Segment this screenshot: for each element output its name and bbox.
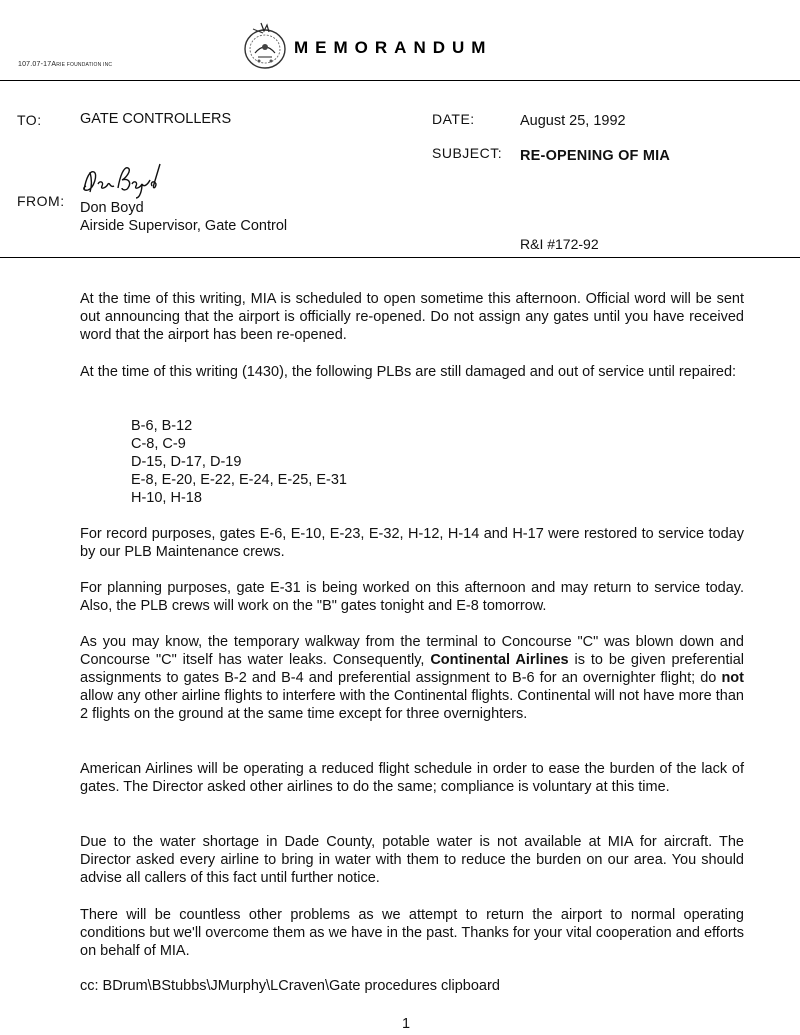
memo-title: MEMORANDUM (294, 38, 493, 57)
paragraph-record (80, 525, 744, 561)
date-label: DATE: (432, 111, 475, 127)
paragraph-closing (80, 906, 744, 960)
paragraph-8: There will be countless other problems as we attempt to return the airport to normal operating conditions but we'll overcome them as we have in the past. Thanks for your vital cooperation and efforts on behalf of MIA. (80, 907, 744, 959)
paragraph-7: Due to the water shortage in Dade County, potable water is not available at MIA for aircraft. The Director asked every airline to bring in water with them to reduce the burden on our area. You should advise all callers of this fact until further notice. (80, 834, 744, 886)
list-item: C-8, C-9 (131, 436, 186, 452)
list-item: B-6, B-12 (131, 418, 193, 434)
subject-value: RE-OPENING OF MIA (520, 148, 671, 164)
not-emphasis: not (721, 670, 744, 686)
paragraph-3: For record purposes, gates E-6, E-10, E-23, E-32, H-12, H-14 and H-17 were restored to service today by our PLB Maintenance crews. (80, 526, 744, 560)
subject-label: SUBJECT: (432, 145, 503, 161)
paragraph-planning (80, 579, 744, 615)
list-item: E-8, E-20, E-22, E-24, E-25, E-31 (131, 472, 347, 488)
paragraph-opening (80, 290, 744, 344)
page-number: 1 (402, 1016, 411, 1032)
plb-list (131, 417, 347, 507)
form-code-suffix: RIE FOUNDATION INC (56, 62, 113, 68)
paragraph-plb-intro (80, 363, 744, 381)
header-divider (0, 80, 800, 81)
from-label: FROM: (17, 193, 65, 209)
paragraph-water (80, 833, 744, 887)
continental-airlines-emphasis: Continental Airlines (430, 652, 569, 668)
paragraph-2: At the time of this writing (1430), the following PLBs are still damaged and out of service until repaired: (80, 364, 737, 380)
from-title: Airside Supervisor, Gate Control (80, 218, 288, 234)
date-value: August 25, 1992 (520, 113, 626, 129)
paragraph-5-part-a: As you may know, the temporary walkway from the terminal to Concourse "C" was blown down and Concourse "C" itself has water leaks. Consequently, (80, 634, 744, 668)
to-value: GATE CONTROLLERS (80, 111, 232, 127)
paragraph-5 (80, 633, 744, 723)
paragraph-continental (80, 633, 744, 723)
cc-line: cc: BDrum\BStubbs\JMurphy\LCraven\Gate procedures clipboard (80, 978, 500, 994)
reference-number: R&I #172-92 (520, 236, 599, 252)
list-item: D-15, D-17, D-19 (131, 454, 242, 470)
list-item: H-10, H-18 (131, 490, 202, 506)
form-code-number: 107.07-17A (18, 61, 57, 68)
paragraph-5-part-b: is to be given preferential assignments to gates B-2 and B-4 and preferential assignment to B-6 for an overnighter flight; do (80, 652, 745, 686)
paragraph-1: At the time of this writing, MIA is scheduled to open sometime this afternoon. Official word will be sent out announcing that the airport is officially re-opened. Do not assign any gates until you have received word that the airport has been re-opened. (80, 291, 744, 343)
paragraph-6: American Airlines will be operating a reduced flight schedule in order to ease the burden of the lack of gates. The Director asked other airlines to do the same; compliance is voluntary at this time. (80, 761, 744, 795)
signature-icon (80, 160, 164, 200)
to-label: TO: (17, 112, 42, 128)
paragraph-american (80, 760, 744, 796)
paragraph-5-part-c: allow any other airline flights to interfere with the Continental flights. Continental will not have more than 2 flights on the ground at the same time except for three overnighters. (80, 688, 744, 722)
paragraph-4: For planning purposes, gate E-31 is being worked on this afternoon and may return to service today. Also, the PLB crews will work on the "B" gates tonight and E-8 tomorrow. (80, 580, 744, 614)
from-name: Don Boyd (80, 200, 144, 216)
county-seal-icon (241, 19, 289, 71)
form-code (18, 61, 112, 68)
header-bottom-divider (0, 257, 800, 258)
